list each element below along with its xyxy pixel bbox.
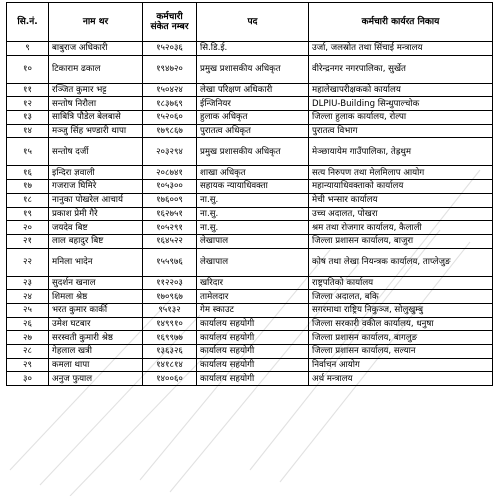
cell-name: अनुज फुयाल — [49, 372, 143, 386]
col-header-name: नाम थर — [49, 3, 143, 42]
table-row — [7, 166, 493, 180]
cell-code: १६९९७७ — [143, 331, 197, 345]
cell-office: पुरातत्व विभाग — [309, 124, 493, 138]
cell-sn: १५ — [7, 138, 49, 166]
cell-post: गेम स्काउट — [197, 303, 309, 317]
cell-code: १८३७६९ — [143, 97, 197, 111]
cell-post: कार्यालय सहयोगी — [197, 345, 309, 359]
cell-name: रञ्जित कुमार भट्ट — [49, 83, 143, 97]
cell-office: उर्जा, जलस्रोत तथा सिंचाई मन्त्रालय — [309, 42, 493, 56]
cell-code: २०३२९४ — [143, 138, 197, 166]
table-row — [7, 55, 493, 83]
table-row — [7, 345, 493, 359]
cell-sn: १० — [7, 55, 49, 83]
table-row — [7, 358, 493, 372]
table-row — [7, 83, 493, 97]
cell-name: मनिला भादेन — [49, 248, 143, 276]
table-row — [7, 138, 493, 166]
cell-sn: १७ — [7, 180, 49, 194]
col-header-post: पद — [197, 3, 309, 42]
cell-name: जयदेव बिष्ट — [49, 221, 143, 235]
cell-code: १०५२९१ — [143, 221, 197, 235]
table-row — [7, 97, 493, 111]
cell-post: हुलाक अधिकृत — [197, 111, 309, 125]
cell-code: १६४५२२ — [143, 234, 197, 248]
table-header-row — [7, 3, 493, 42]
cell-sn: २१ — [7, 234, 49, 248]
cell-office: महालेखापरीक्षकको कार्यालय — [309, 83, 493, 97]
cell-sn: १९ — [7, 207, 49, 221]
cell-name: नानुका पोखरेल आचार्य — [49, 193, 143, 207]
table-row — [7, 372, 493, 386]
table-row — [7, 111, 493, 125]
cell-name: गेहलाल खत्री — [49, 345, 143, 359]
cell-sn: २२ — [7, 248, 49, 276]
cell-post: कार्यालय सहयोगी — [197, 372, 309, 386]
cell-office: जिल्ला प्रशासन कार्यालय, सल्यान — [309, 345, 493, 359]
cell-office: जिल्ला सरकारी वकील कार्यालय, धनुषा — [309, 317, 493, 331]
cell-sn: २९ — [7, 358, 49, 372]
cell-sn: २० — [7, 221, 49, 235]
cell-code: ११२२०३ — [143, 276, 197, 290]
cell-post: लेखापाल — [197, 234, 309, 248]
table-row — [7, 303, 493, 317]
cell-code: १९४७२० — [143, 55, 197, 83]
table-body — [7, 42, 493, 386]
cell-office: जिल्ला प्रशासन कार्यालय, बाजुरा — [309, 234, 493, 248]
cell-office: अर्थ मन्त्रालय — [309, 372, 493, 386]
cell-sn: २६ — [7, 317, 49, 331]
cell-name: इन्दिरा ज्ञवाली — [49, 166, 143, 180]
cell-post: लेखापाल — [197, 248, 309, 276]
cell-post: कार्यालय सहयोगी — [197, 317, 309, 331]
cell-code: १४९९१० — [143, 317, 197, 331]
cell-office: उच्च अदालत, पोखरा — [309, 207, 493, 221]
cell-name: कमला थापा — [49, 358, 143, 372]
cell-office: जिल्ला प्रशासन कार्यालय, बागलुङ — [309, 331, 493, 345]
cell-sn: २४ — [7, 290, 49, 304]
cell-code: १७९८६७ — [143, 124, 197, 138]
cell-office: DLPIU-Building सिन्धुपाल्चोक — [309, 97, 493, 111]
cell-name: लाल बहादुर बिष्ट — [49, 234, 143, 248]
table-row — [7, 193, 493, 207]
cell-name: बाबुराज अधिकारी — [49, 42, 143, 56]
table-row — [7, 331, 493, 345]
cell-office: निर्वाचन आयोग — [309, 358, 493, 372]
cell-office: जिल्ला अदालत, बकि — [309, 290, 493, 304]
cell-post: खरिदार — [197, 276, 309, 290]
cell-office: श्रम तथा रोजगार कार्यालय, कैलाली — [309, 221, 493, 235]
cell-name: सन्तोष निरौला — [49, 97, 143, 111]
cell-sn: २५ — [7, 303, 49, 317]
cell-sn: २८ — [7, 345, 49, 359]
cell-name: सन्तोष दर्जी — [49, 138, 143, 166]
cell-name: सुदर्शन खनाल — [49, 276, 143, 290]
cell-name: टिकाराम ढकाल — [49, 55, 143, 83]
cell-code: २०८७४१ — [143, 166, 197, 180]
cell-post: सहायक न्यायाधिवक्ता — [197, 180, 309, 194]
cell-post: प्रमुख प्रशासकीय अधिकृत — [197, 138, 309, 166]
cell-office: महान्यायाधिवक्ताको कार्यालय — [309, 180, 493, 194]
cell-sn: १८ — [7, 193, 49, 207]
table-row — [7, 124, 493, 138]
table-row — [7, 180, 493, 194]
cell-post: लेखा परिक्षण अधिकारी — [197, 83, 309, 97]
cell-code: १४००६० — [143, 372, 197, 386]
col-header-sn: सि.नं. — [7, 3, 49, 42]
cell-name: प्रकाश प्रेमी गैरे — [49, 207, 143, 221]
cell-sn: १६ — [7, 166, 49, 180]
cell-sn: ३० — [7, 372, 49, 386]
table-row — [7, 290, 493, 304]
cell-code: १५५९७६ — [143, 248, 197, 276]
cell-code: १६२७५१ — [143, 207, 197, 221]
table-row — [7, 234, 493, 248]
cell-code: १७०९६७ — [143, 290, 197, 304]
cell-office: राष्ट्रपतिको कार्यालय — [309, 276, 493, 290]
cell-name: भरत कुमार कार्की — [49, 303, 143, 317]
cell-office: सत्य निरुपण तथा मेलमिलाप आयोग — [309, 166, 493, 180]
cell-post: शाखा अधिकृत — [197, 166, 309, 180]
cell-code: ९५१३२ — [143, 303, 197, 317]
table-row — [7, 221, 493, 235]
cell-name: मञ्जु सिंह भण्डारी थापा — [49, 124, 143, 138]
cell-office: मेची भन्सार कार्यालय — [309, 193, 493, 207]
cell-post: ईन्जिनियर — [197, 97, 309, 111]
cell-post: कार्यालय सहयोगी — [197, 331, 309, 345]
cell-post: कार्यालय सहयोगी — [197, 358, 309, 372]
cell-sn: २३ — [7, 276, 49, 290]
cell-sn: ९ — [7, 42, 49, 56]
cell-sn: ११ — [7, 83, 49, 97]
cell-office: सगरमाथा राष्ट्रिय निकुञ्ज, सोलुखुम्बु — [309, 303, 493, 317]
cell-name: साबित्रि पौडेल बेलबासे — [49, 111, 143, 125]
cell-post: सि.डि.ई. — [197, 42, 309, 56]
cell-post: ना.सु. — [197, 193, 309, 207]
cell-post: पुरातत्व अधिकृत — [197, 124, 309, 138]
cell-code: १५२०३६ — [143, 42, 197, 56]
cell-sn: २७ — [7, 331, 49, 345]
cell-code: १५२०६० — [143, 111, 197, 125]
table-row — [7, 248, 493, 276]
table-row — [7, 317, 493, 331]
col-header-code: कर्मचारी संकेत नम्बर — [143, 3, 197, 42]
cell-code: १७६००९ — [143, 193, 197, 207]
cell-code: १३६३२६ — [143, 345, 197, 359]
cell-name: सरस्वती कुमारी श्रेष्ठ — [49, 331, 143, 345]
table-row — [7, 207, 493, 221]
cell-name: उमेश घटबार — [49, 317, 143, 331]
cell-post: प्रमुख प्रशासकीय अधिकृत — [197, 55, 309, 83]
cell-code: १०५३०० — [143, 180, 197, 194]
cell-office: मेञ्छायायेम गाउँपालिका, तेह्रथुम — [309, 138, 493, 166]
employee-table — [6, 2, 493, 386]
cell-name: शिमला श्रेष्ठ — [49, 290, 143, 304]
cell-post: तामेलदार — [197, 290, 309, 304]
cell-name: गजराज घिमिरे — [49, 180, 143, 194]
cell-office: वीरेन्द्रनगर नगरपालिका, सुर्खेत — [309, 55, 493, 83]
cell-office: कोष तथा लेखा नियन्त्रक कार्यालय, ताप्लेजुङ — [309, 248, 493, 276]
cell-office: जिल्ला हुलाक कार्यालय, रोल्पा — [309, 111, 493, 125]
cell-code: १५०४२४ — [143, 83, 197, 97]
table-row — [7, 42, 493, 56]
table-row — [7, 276, 493, 290]
cell-post: ना.सु. — [197, 221, 309, 235]
cell-sn: १२ — [7, 97, 49, 111]
cell-code: १४१८१४ — [143, 358, 197, 372]
cell-post: ना.सु. — [197, 207, 309, 221]
col-header-office: कर्मचारी कार्यरत निकाय — [309, 3, 493, 42]
cell-sn: १४ — [7, 124, 49, 138]
cell-sn: १३ — [7, 111, 49, 125]
